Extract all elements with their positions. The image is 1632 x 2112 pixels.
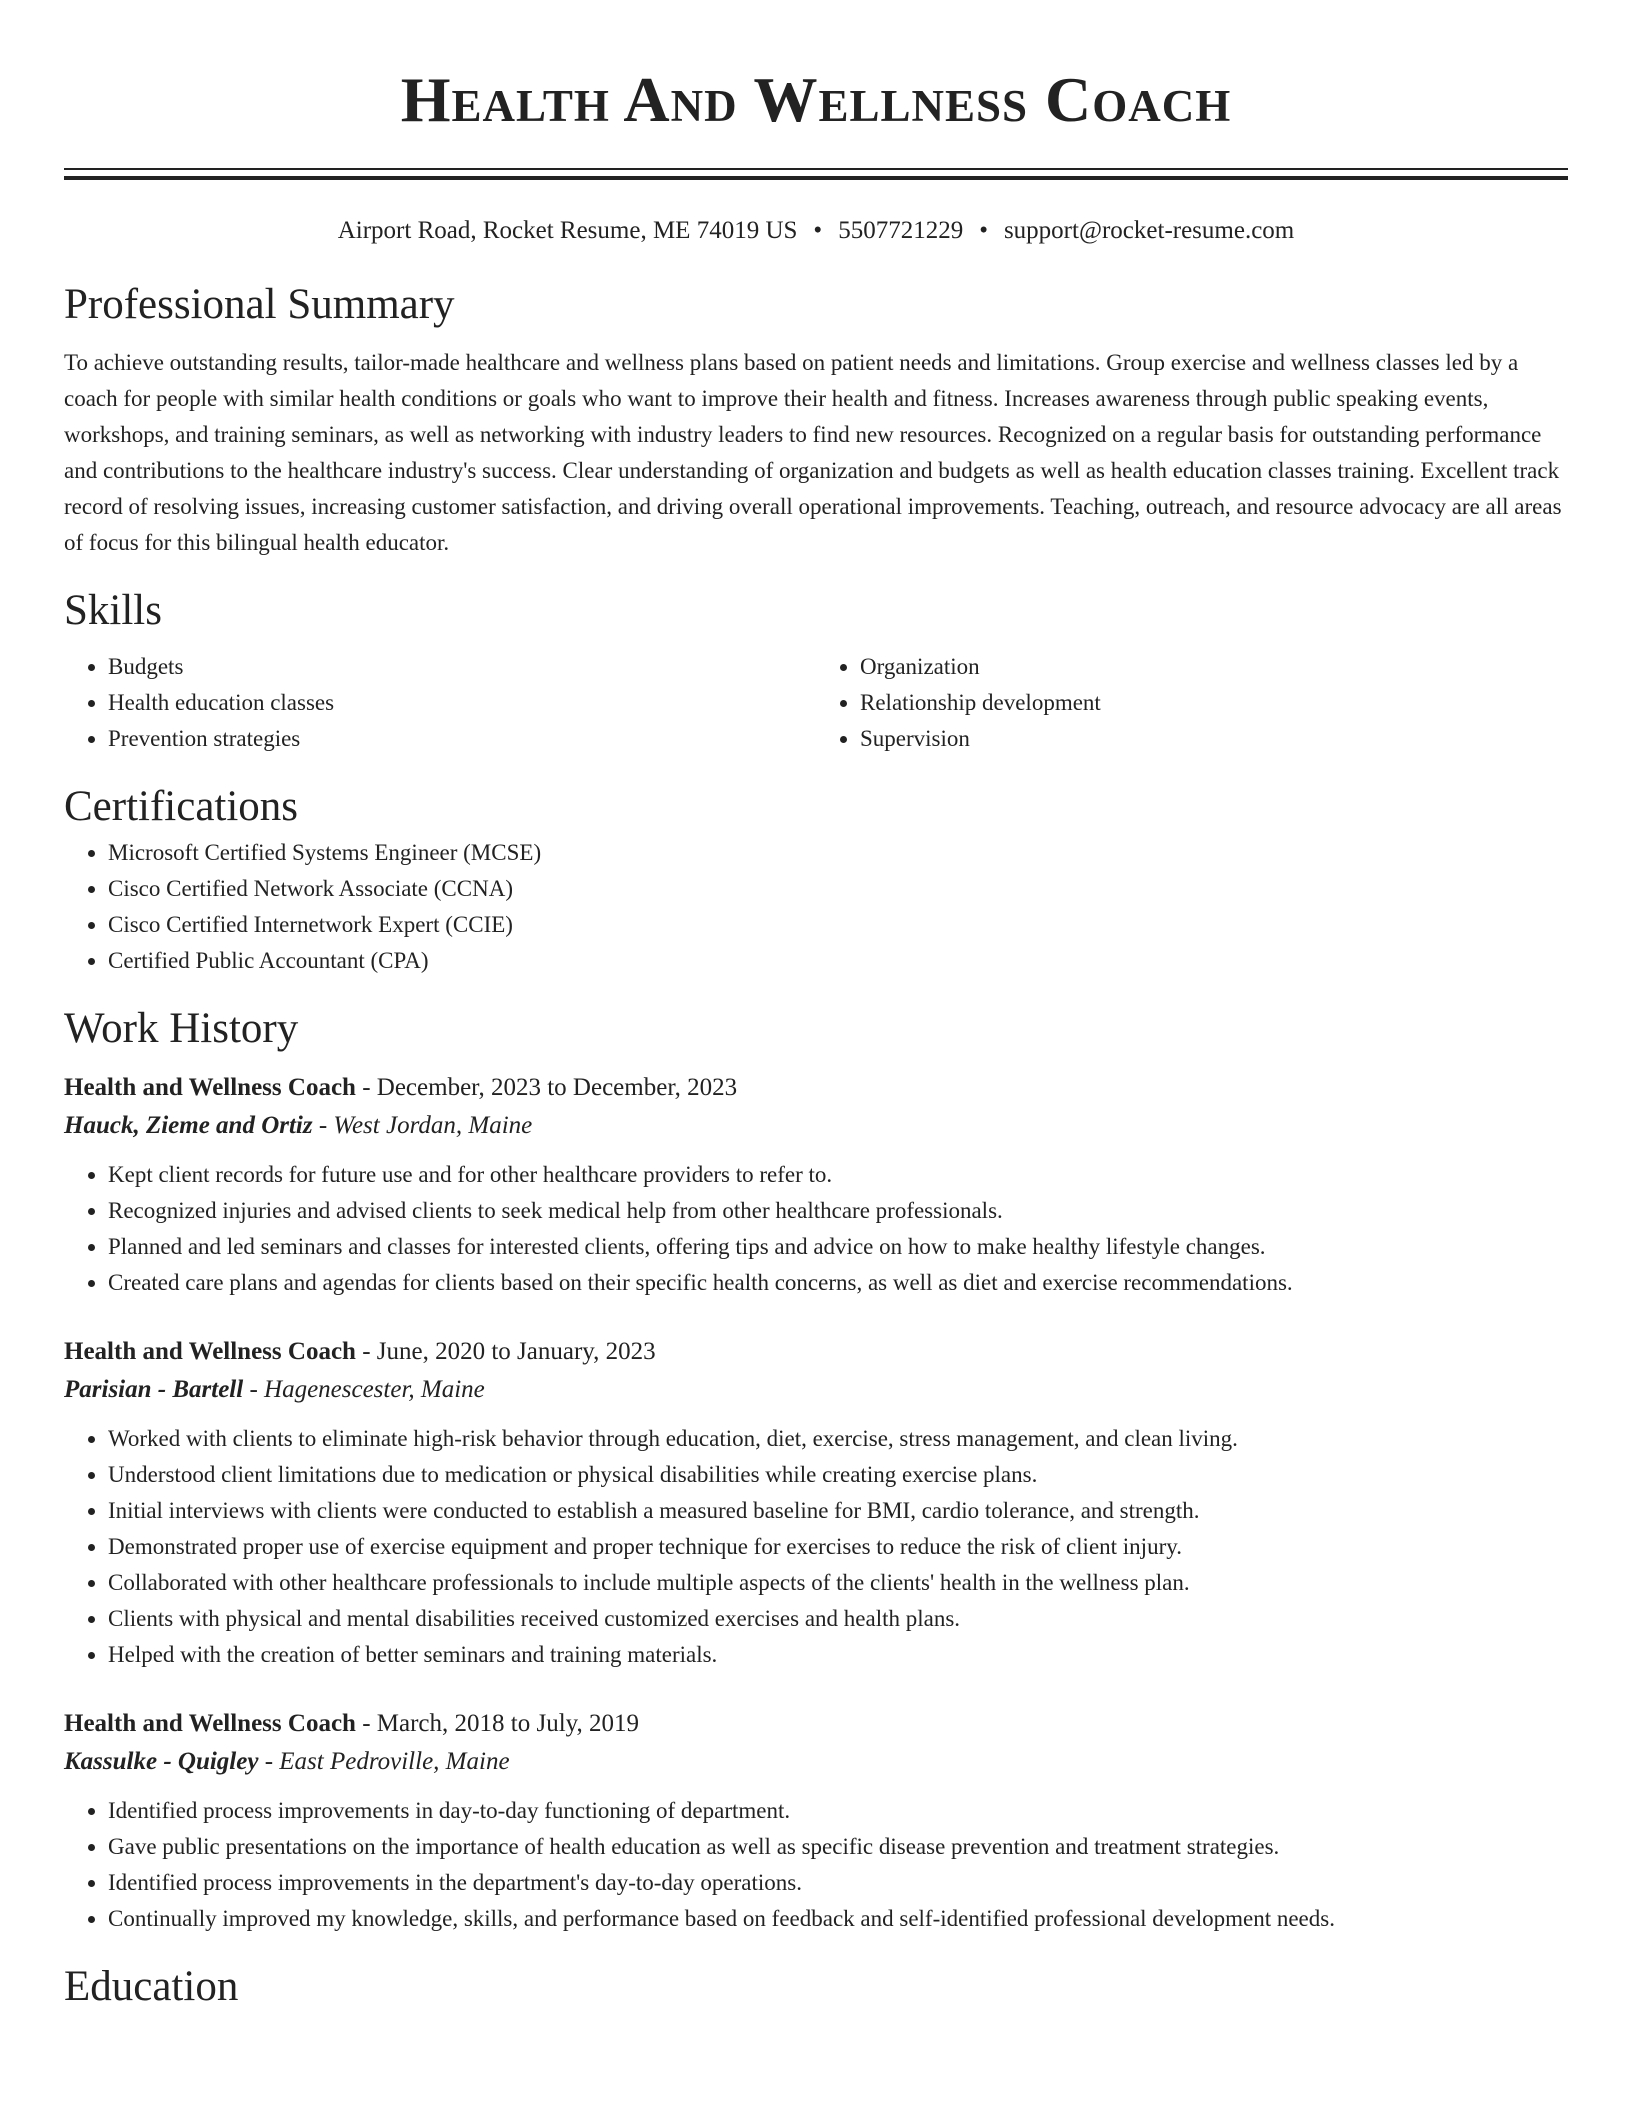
skills-list-left [64, 649, 816, 757]
job-duty: • Understood client limitations due to medication or physical disabilities while creating exercise plans. [108, 1457, 1568, 1493]
resume-name: Health And Wellness Coach [400, 64, 1232, 135]
skills-grid [64, 649, 1568, 757]
job-duty: • Identified process improvements in day-to-day functioning of department. [108, 1793, 1568, 1829]
job-dates: - June, 2020 to January, 2023 [355, 1338, 656, 1365]
job-dates: - December, 2023 to December, 2023 [355, 1074, 738, 1101]
job-duty: • Collaborated with other healthcare professionals to include multiple aspects of the clients' health in the wellness plan. [108, 1565, 1568, 1601]
skills-list-right [816, 649, 1568, 757]
job-company: Kassulke - Quigley [64, 1748, 259, 1775]
contact-line [64, 215, 1568, 247]
job-duty: • Identified process improvements in the department's day-to-day operations. [108, 1865, 1568, 1901]
job-company: Parisian - Bartell [64, 1376, 244, 1403]
contact-phone: 5507721229 [838, 217, 964, 244]
job-duty: • Continually improved my knowledge, skills, and performance based on feedback and self-identified professional development needs. [108, 1901, 1568, 1937]
skill-item: • Prevention strategies [108, 721, 816, 757]
job-company-line [64, 1743, 1568, 1781]
job-duty: • Initial interviews with clients were conducted to establish a measured baseline for BMI, cardio tolerance, and strength. [108, 1493, 1568, 1529]
certification-item: • Cisco Certified Network Associate (CCNA) [108, 871, 1568, 907]
header-rule-thick [64, 176, 1568, 180]
job-duty: • Clients with physical and mental disabilities received customized exercises and health plans. [108, 1601, 1568, 1637]
job-duties-list [64, 1157, 1568, 1301]
job-company-line [64, 1371, 1568, 1409]
job-duty: • Planned and led seminars and classes for interested clients, offering tips and advice on how to make healthy lifestyle changes. [108, 1229, 1568, 1265]
job-company-line [64, 1107, 1568, 1145]
certification-item: • Cisco Certified Internetwork Expert (CCIE) [108, 907, 1568, 943]
job-title: Health and Wellness Coach [64, 1074, 356, 1101]
skill-item: • Supervision [860, 721, 1568, 757]
professional-summary-heading: Professional Summary [64, 281, 455, 328]
job-duty: • Demonstrated proper use of exercise equipment and proper technique for exercises to reduce the risk of client injury. [108, 1529, 1568, 1565]
education-heading: Education [64, 1963, 239, 2010]
job-duties-list [64, 1793, 1568, 1937]
job-duty: • Helped with the creation of better seminars and training materials. [108, 1637, 1568, 1673]
job-entry [64, 1069, 1568, 1301]
header-rule-thin [64, 168, 1568, 170]
job-title-line [64, 1705, 1568, 1743]
job-title-line [64, 1333, 1568, 1371]
skills-heading: Skills [64, 587, 162, 634]
skill-item: • Relationship development [860, 685, 1568, 721]
job-duty: • Created care plans and agendas for clients based on their specific health concerns, as well as diet and exercise recommendations. [108, 1265, 1568, 1301]
skill-item: • Budgets [108, 649, 816, 685]
certification-item: • Microsoft Certified Systems Engineer (MCSE) [108, 835, 1568, 871]
certifications-list [64, 835, 1568, 979]
job-title: Health and Wellness Coach [64, 1338, 356, 1365]
job-entry [64, 1705, 1568, 1937]
job-dates: - March, 2018 to July, 2019 [355, 1710, 640, 1737]
skill-item: • Health education classes [108, 685, 816, 721]
job-title-line [64, 1069, 1568, 1107]
certifications-heading: Certifications [64, 783, 299, 830]
job-location: - Hagenescester, Maine [243, 1376, 485, 1403]
contact-address: Airport Road, Rocket Resume, ME 74019 US [337, 217, 798, 244]
contact-email: support@rocket-resume.com [1003, 217, 1295, 244]
job-location: - West Jordan, Maine [312, 1112, 533, 1139]
certification-item: • Certified Public Accountant (CPA) [108, 943, 1568, 979]
job-company: Hauck, Zieme and Ortiz [64, 1112, 313, 1139]
job-duty: • Kept client records for future use and for other healthcare providers to refer to. [108, 1157, 1568, 1193]
job-entry [64, 1333, 1568, 1673]
contact-separator: • [979, 217, 988, 244]
job-duty: • Gave public presentations on the importance of health education as well as specific disease prevention and treatment strategies. [108, 1829, 1568, 1865]
job-location: - East Pedroville, Maine [258, 1748, 510, 1775]
professional-summary-text: To achieve outstanding results, tailor-made healthcare and wellness plans based on patient needs and limitations. Group exercise and wellness classes led by a coach for people with similar health conditions or goals who want to improve their health and fitness. Increases awareness through public speaking events, workshops, and training seminars, as well as networking with industry leaders to find new resources. Recognized on a regular basis for outstanding performance and contributions to the healthcare industry's success. Clear understanding of organization and budgets as well as health education classes training. Excellent track record of resolving issues, increasing customer satisfaction, and driving overall operational improvements. Teaching, outreach, and resource advocacy are all areas of focus for this bilingual health educator. [64, 350, 1562, 555]
contact-separator: • [813, 217, 823, 244]
work-history-heading: Work History [64, 1005, 299, 1052]
skill-item: • Organization [860, 649, 1568, 685]
job-duty: • Recognized injuries and advised clients to seek medical help from other healthcare professionals. [108, 1193, 1568, 1229]
job-duties-list [64, 1421, 1568, 1673]
job-title: Health and Wellness Coach [64, 1710, 356, 1737]
job-duty: • Worked with clients to eliminate high-risk behavior through education, diet, exercise, stress management, and clean living. [108, 1421, 1568, 1457]
